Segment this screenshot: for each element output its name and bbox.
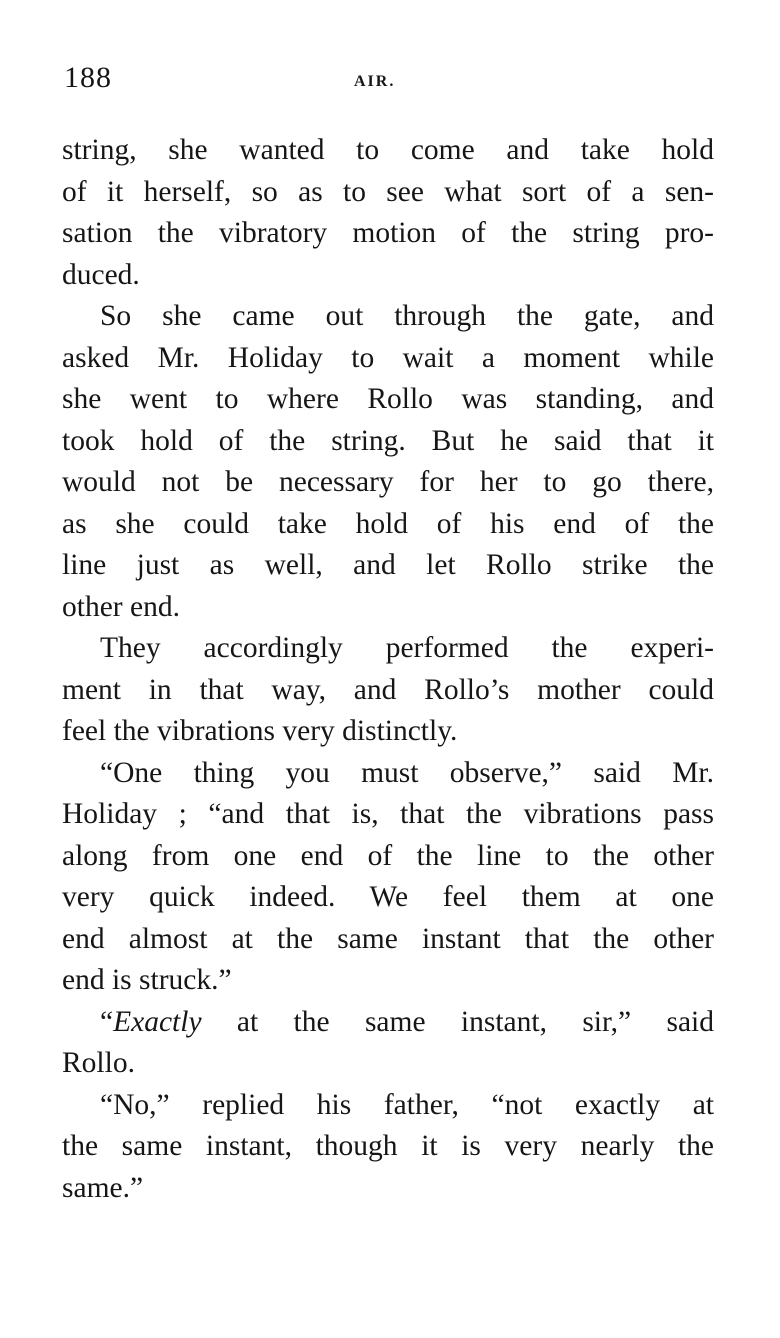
text-line: string, she wanted to come and take hold [62, 134, 714, 166]
text-line: same.” [62, 1171, 144, 1204]
text-line: “No,” replied his father, “not exactly at [100, 1088, 714, 1121]
text-line: she went to where Rollo was standing, and [62, 383, 714, 415]
body-text [62, 130, 714, 1209]
text-line: along from one end of the line to the other [62, 839, 714, 872]
running-head [64, 58, 714, 98]
text-line: end is struck.” [62, 964, 232, 996]
text-line: end almost at the same instant that the other [62, 922, 714, 955]
text-line: So she came out through the gate, and [100, 300, 714, 332]
text-line: feel the vibrations very distinctly. [62, 715, 458, 747]
text-line: took hold of the string. But he said that it [62, 424, 714, 457]
text-line [62, 1002, 714, 1044]
text-line: They accordingly performed the experi- [100, 632, 714, 664]
italic-word: Exactly [113, 1005, 202, 1038]
page-number: 188 [64, 61, 112, 94]
text-line: ment in that way, and Rollo’s mother could [62, 673, 714, 706]
text-line: line just as well, and let Rollo strike the [62, 549, 714, 581]
text-line: would not be necessary for her to go there, [62, 466, 714, 498]
open-quote: “ [100, 1005, 114, 1038]
text-line: as she could take hold of his end of the [62, 507, 714, 540]
text-line: Rollo. [62, 1047, 135, 1079]
text-line: of it herself, so as to see what sort of a sen- [62, 175, 714, 208]
text-line: other end. [62, 590, 180, 623]
text-line: duced. [62, 258, 140, 291]
text-line: Holiday ; “and that is, that the vibrations pass [62, 798, 714, 830]
text-line: the same instant, though it is very nearly the [62, 1130, 714, 1162]
text-line: “One thing you must observe,” said Mr. [100, 756, 714, 789]
text-line: asked Mr. Holiday to wait a moment while [62, 341, 714, 374]
text-line: very quick indeed. We feel them at one [62, 881, 714, 913]
line-remainder: at the same instant, sir,” said [201, 1005, 714, 1038]
text-line: sation the vibratory motion of the string pro- [62, 217, 714, 249]
chapter-title: AIR. [354, 73, 396, 90]
